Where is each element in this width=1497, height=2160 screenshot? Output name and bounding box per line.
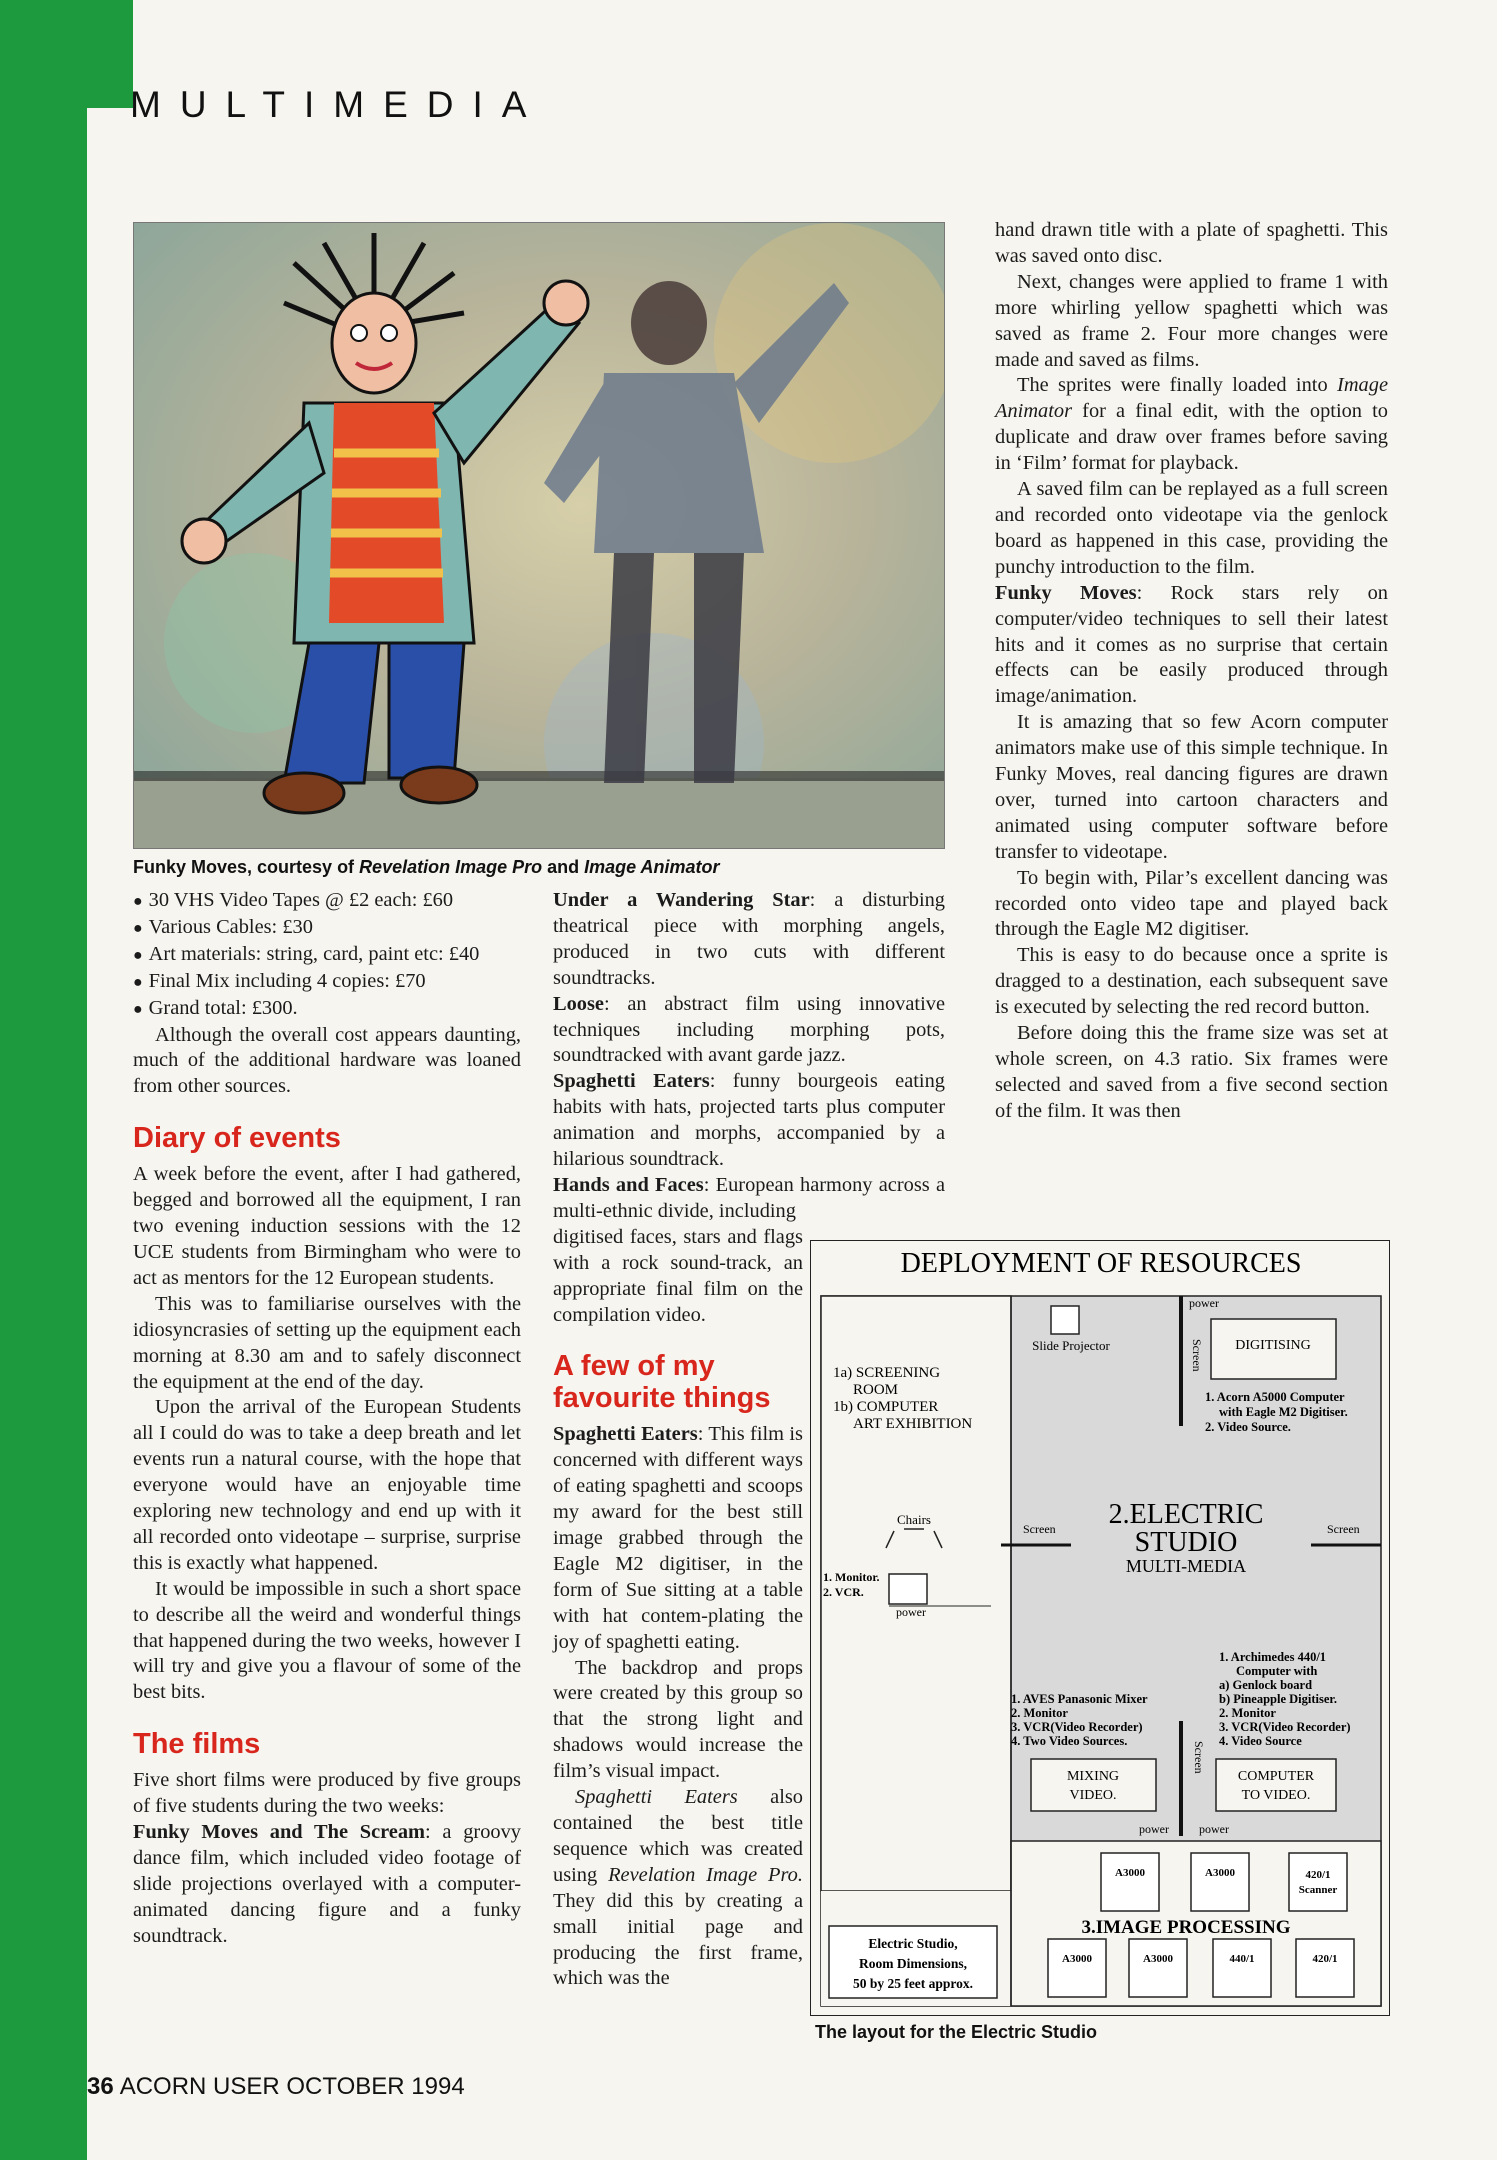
digitising-label: DIGITISING — [1235, 1338, 1311, 1353]
heading-diary-of-events: Diary of events — [133, 1122, 341, 1155]
mixing-video-box — [1031, 1759, 1156, 1811]
screening-room-label: 1a) SCREENING — [833, 1365, 941, 1381]
column-3 — [995, 218, 1388, 1125]
photo-caption: Funky Moves, courtesy of Revelation Image Pro and Image Animator — [133, 857, 720, 877]
film-entry-continued: digitised faces, stars and flags with a rock sound-track, an appropriate final film on the compilation video. — [553, 1225, 803, 1326]
slide-projector-box — [1051, 1306, 1079, 1334]
cost-bullet: ● Final Mix including 4 copies: £70 — [133, 969, 521, 996]
body-paragraph: The sprites were finally loaded into Image Animator for a final edit, with the option to duplicate and draw over frames before saving in ‘Film’ format for playback. — [995, 374, 1388, 475]
420-station — [1296, 1939, 1354, 1997]
film-entry: Spaghetti Eaters: funny bourgeois eating habits with hats, projected tarts plus computer animation and morphs, accompanied by a hilarious soundtrack. — [553, 1070, 945, 1171]
funky-moves-photo — [133, 222, 945, 849]
digitising-item: 2. Video Source. — [1205, 1420, 1291, 1434]
440-station — [1213, 1939, 1271, 1997]
mixing-video-label: VIDEO. — [1069, 1788, 1117, 1803]
diagram-title: DEPLOYMENT OF RESOURCES — [900, 1248, 1302, 1279]
power-label: power — [1199, 1822, 1229, 1836]
cost-bullet: ● Art materials: string, card, paint etc: £40 — [133, 942, 521, 969]
film-entry: Funky Moves and The Scream: a groovy dance film, which included video footage of slide projections overlayed with a computer-animated dancing figure and a funky soundtrack. — [133, 1821, 521, 1947]
a3000-station — [1129, 1939, 1187, 1997]
a3000-label: A3000 — [1143, 1953, 1173, 1965]
page-footer — [87, 2073, 465, 2101]
monitor-vcr-label: 1. Monitor. — [823, 1570, 880, 1584]
computer-to-video-box — [1216, 1759, 1336, 1811]
archimedes-item: a) Genlock board — [1219, 1678, 1313, 1692]
a3000-station — [1048, 1939, 1106, 1997]
body-paragraph: Upon the arrival of the European Students all I could do was to take a deep breath and let events run a natural course, with the hope that everyone would have an enjoyable time exploring new technology and end up with it all recorded onto videotape – surprise, surprise this is exactly what happened. — [133, 1396, 521, 1574]
screening-room-label: ART EXHIBITION — [853, 1416, 973, 1432]
screen-label: Screen — [1327, 1522, 1360, 1536]
body-paragraph: Next, changes were applied to frame 1 with more whirling yellow spaghetti which was saved as frame 2. Four more changes were made and saved as films. — [995, 270, 1388, 371]
digitising-item: with Eagle M2 Digitiser. — [1219, 1405, 1348, 1419]
screening-room-label: ROOM — [853, 1382, 899, 1398]
computer-to-video-label: TO VIDEO. — [1241, 1788, 1311, 1803]
a3000-station — [1101, 1853, 1159, 1911]
green-corner-tab — [87, 0, 133, 108]
diagram-caption: The layout for the Electric Studio — [815, 2022, 1098, 2042]
body-paragraph: Spaghetti Eaters also contained the best title sequence which was created using Revelation Image Pro. They did this by creating a small initial page and producing the first frame, which was the — [553, 1786, 803, 1990]
film-entry: Hands and Faces: European harmony across a multi-ethnic divide, including — [553, 1173, 945, 1222]
body-paragraph: The backdrop and props were created by this group so that the strong light and shadows would increase the film’s visual impact. — [553, 1656, 803, 1783]
dimensions-label: Room Dimensions, — [858, 1956, 968, 1971]
image-processing-title: 3.IMAGE PROCESSING — [1081, 1917, 1291, 1938]
mixing-video-label: MIXING — [1066, 1769, 1120, 1784]
420-label: 420/1 — [1305, 1869, 1331, 1881]
digitising-item: 1. Acorn A5000 Computer — [1205, 1390, 1345, 1404]
archimedes-item: 2. Monitor — [1219, 1706, 1276, 1720]
power-label: power — [1189, 1296, 1219, 1310]
a3000-station — [1191, 1853, 1249, 1911]
cost-bullet: ● Various Cables: £30 — [133, 915, 521, 942]
archimedes-item: 3. VCR(Video Recorder) — [1219, 1720, 1351, 1734]
deployment-floorplan — [811, 1241, 1391, 2017]
publication-line: ACORN USER OCTOBER 1994 — [119, 2073, 465, 2100]
body-paragraph: hand drawn title with a plate of spaghetti. This was saved onto disc. — [995, 219, 1388, 267]
dimensions-label: Electric Studio, — [868, 1936, 958, 1951]
a3000-label: A3000 — [1062, 1953, 1092, 1965]
film-entry: Under a Wandering Star: a disturbing theatrical piece with morphing angels, produced in two cuts with different soundtracks. — [553, 889, 946, 989]
440-label: 440/1 — [1229, 1953, 1255, 1965]
cost-bullet: ● Grand total: £300. — [133, 996, 521, 1023]
power-label: power — [1139, 1822, 1169, 1836]
studio-title: 2.ELECTRIC — [1108, 1499, 1264, 1530]
body-paragraph: It is amazing that so few Acorn computer animators make use of this simple technique. In Funky Moves, real dancing figures are drawn over, turned into cartoon characters and animated using computer software before transfer to videotape. — [995, 711, 1388, 863]
power-label: power — [896, 1605, 926, 1619]
heading-favourite-things: A few of my favourite things — [553, 1350, 771, 1415]
body-paragraph: A saved film can be replayed as a full screen and recorded onto videotape via the genlock board as happened in this case, providing the punchy introduction to the film. — [995, 478, 1388, 578]
a3000-label: A3000 — [1205, 1867, 1235, 1879]
body-paragraph: This is easy to do because once a sprite is dragged to a destination, each subsequent save is executed by selecting the red record button. — [995, 944, 1388, 1019]
slide-projector-label: Slide Projector — [1032, 1338, 1110, 1353]
cost-bullet: ● 30 VHS Video Tapes @ £2 each: £60 — [133, 888, 521, 915]
photo-illustration — [134, 223, 945, 849]
film-entry: Loose: an abstract film using innovative techniques including morphing pots, soundtracked with avant garde jazz. — [553, 992, 945, 1067]
deployment-diagram — [810, 1240, 1390, 2016]
screen-label: Screen — [1190, 1339, 1204, 1372]
archimedes-item: 1. Archimedes 440/1 — [1219, 1650, 1327, 1664]
mixing-item: 4. Two Video Sources. — [1011, 1734, 1128, 1748]
archimedes-item: Computer with — [1236, 1664, 1318, 1678]
chairs-label: Chairs — [897, 1512, 931, 1527]
studio-title: STUDIO — [1134, 1527, 1238, 1558]
green-margin-bar — [0, 0, 87, 2160]
column-1 — [133, 888, 521, 1950]
scanner-label: Scanner — [1298, 1884, 1338, 1896]
420-label: 420/1 — [1312, 1953, 1338, 1965]
body-paragraph: Although the overall cost appears daunting, much of the additional hardware was loaned from other sources. — [133, 1023, 521, 1098]
section-title: MULTIMEDIA — [130, 84, 546, 125]
computer-to-video-label: COMPUTER — [1237, 1769, 1315, 1784]
screen-label: Screen — [1192, 1741, 1206, 1774]
screen-label: Screen — [1023, 1522, 1056, 1536]
body-paragraph: Before doing this the frame size was set at whole screen, on 4.3 ratio. Six frames were selected and saved from a five second section of the film. It was then — [995, 1022, 1388, 1122]
monitor-vcr-box — [889, 1574, 927, 1604]
420-scanner-station — [1289, 1853, 1347, 1911]
dimensions-label: 50 by 25 feet approx. — [852, 1976, 974, 1991]
heading-the-films: The films — [133, 1728, 261, 1761]
body-paragraph: Spaghetti Eaters: This film is concerned with different ways of eating spaghetti and scoops my award for the best still image grabbed through the Eagle M2 digitiser, in the form of Sue sitting at a table with hat contem-plating the joy of spaghetti eating. — [553, 1423, 803, 1653]
body-paragraph: A week before the event, after I had gathered, begged and borrowed all the equipment, I ran two evening induction sessions with the 12 UCE students from Birmingham who were to act as mentors for the 12 European students. — [133, 1163, 521, 1289]
body-paragraph: Five short films were produced by five groups of five students during the two weeks: — [133, 1769, 521, 1818]
archimedes-item: b) Pineapple Digitiser. — [1219, 1692, 1337, 1706]
mixing-item: 3. VCR(Video Recorder) — [1011, 1720, 1143, 1734]
studio-subtitle: MULTI-MEDIA — [1125, 1556, 1247, 1576]
archimedes-item: 4. Video Source — [1219, 1734, 1302, 1748]
mixing-item: 1. AVES Panasonic Mixer — [1011, 1692, 1148, 1706]
screening-room-label: 1b) COMPUTER — [833, 1399, 939, 1415]
monitor-vcr-label: 2. VCR. — [823, 1585, 864, 1599]
body-paragraph: This was to familiarise ourselves with the idiosyncrasies of setting up the equipment each morning at 8.30 am and to safely disconnect the equipment at the end of the day. — [133, 1292, 521, 1393]
a3000-label: A3000 — [1115, 1867, 1145, 1879]
film-entry: Funky Moves: Rock stars rely on computer/video techniques to sell their latest hits and it comes as no surprise that certain effects can be easily produced through image/animation. — [995, 581, 1388, 708]
body-paragraph: It would be impossible in such a short space to describe all the weird and wonderful things that happened during the two weeks, however I will try and give you a flavour of some of the best bits. — [133, 1577, 521, 1704]
body-paragraph: To begin with, Pilar’s excellent dancing was recorded onto video tape and played back through the Eagle M2 digitiser. — [995, 866, 1388, 941]
mixing-item: 2. Monitor — [1011, 1706, 1068, 1720]
page-number: 36 — [87, 2073, 114, 2100]
